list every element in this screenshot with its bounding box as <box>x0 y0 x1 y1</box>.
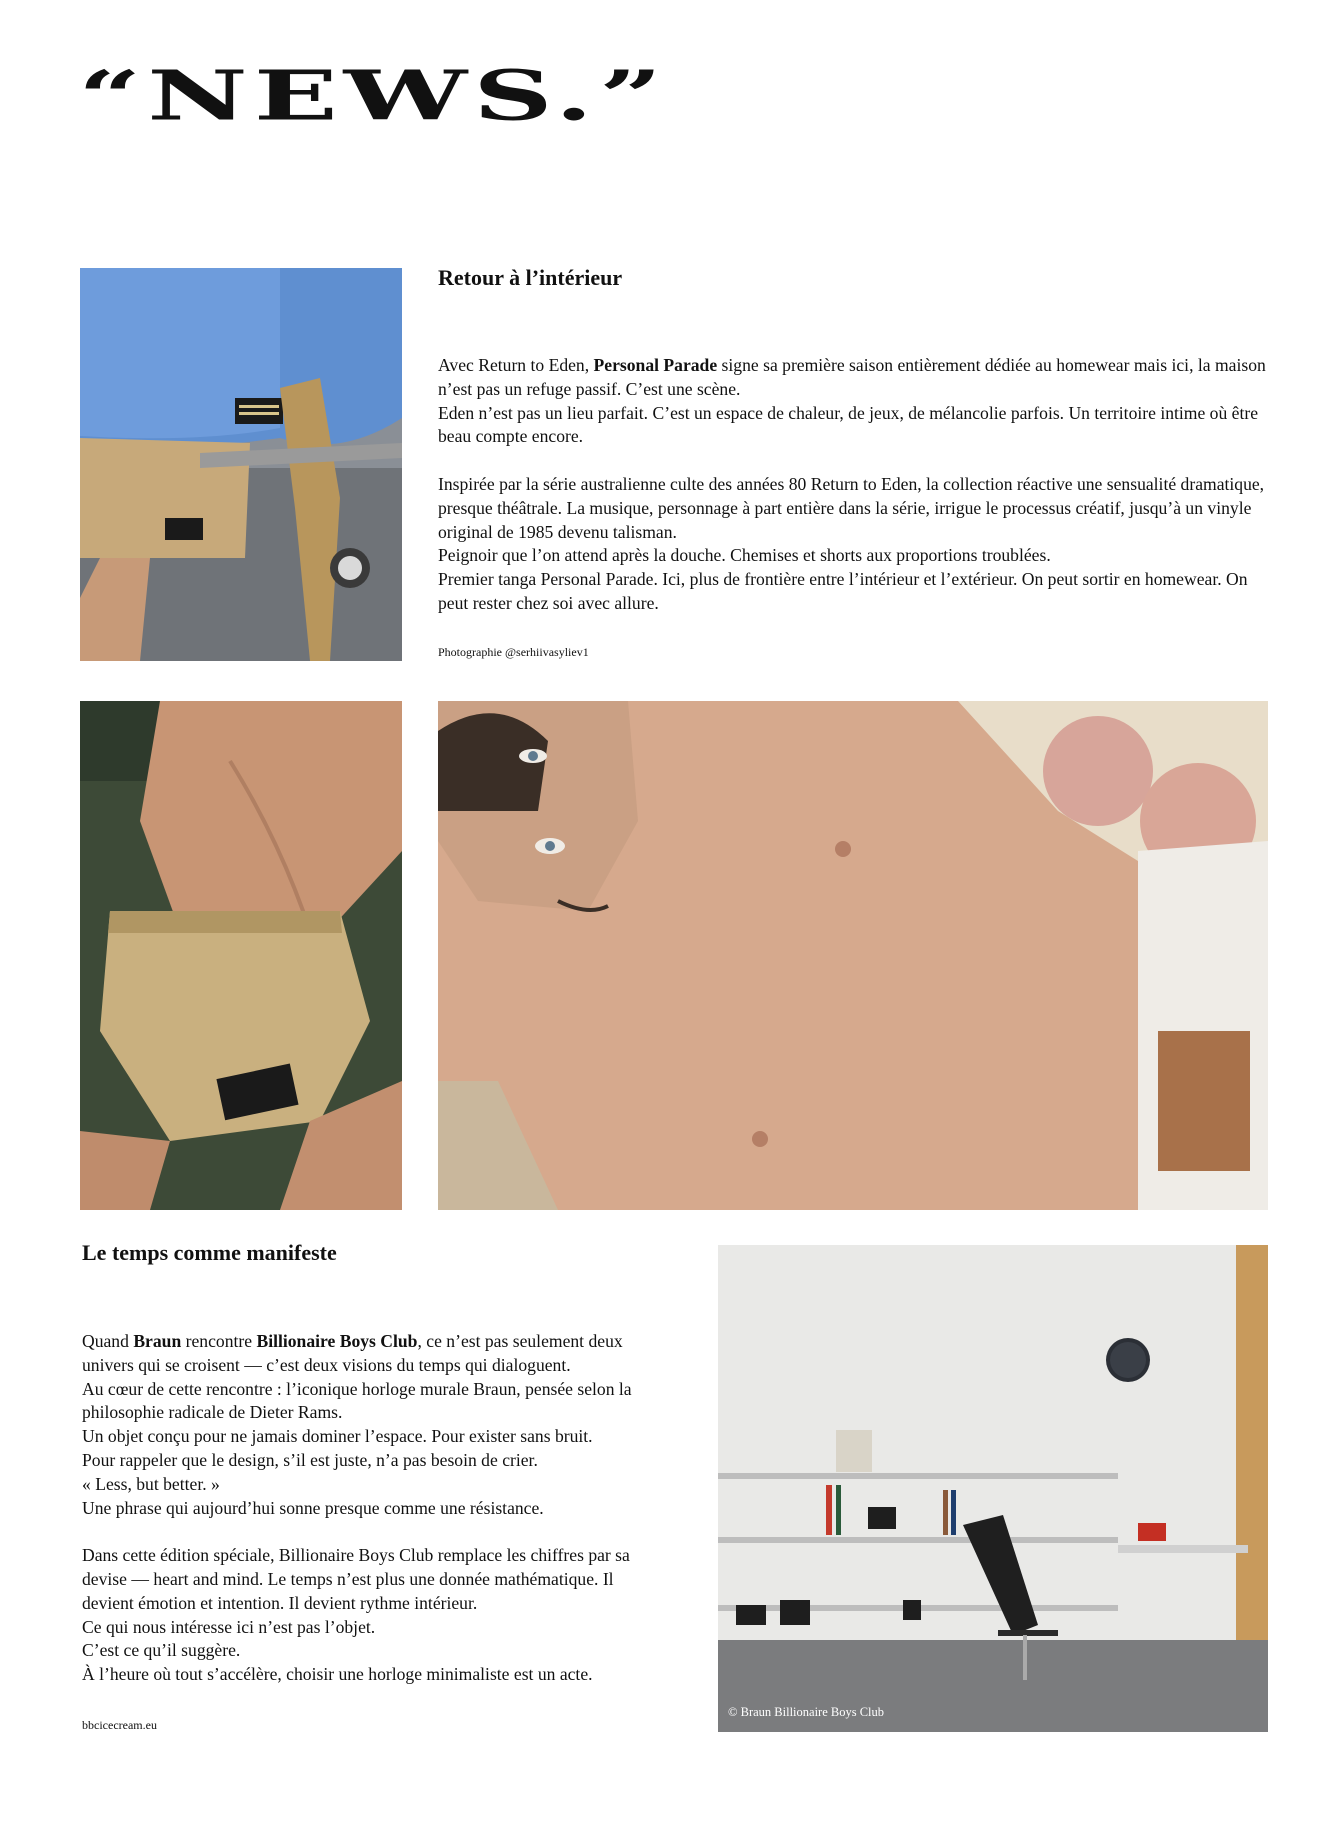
photo-bicycle <box>80 268 402 661</box>
masthead-title: “NEWS.” <box>78 55 669 136</box>
photo-reclining-man <box>438 701 1268 1210</box>
text-run: rencontre <box>181 1331 257 1351</box>
bold-name: Billionaire Boys Club <box>256 1331 418 1351</box>
article1-body <box>438 354 1270 616</box>
article1-photo-credit: Photographie @serhiivasyliev1 <box>438 645 589 659</box>
article2-body <box>82 1330 660 1687</box>
body-paragraph <box>82 1544 660 1615</box>
text-run: « Less, but better. » <box>82 1473 220 1494</box>
body-paragraph <box>438 354 1270 402</box>
body-paragraph <box>82 1378 660 1426</box>
text-run: Avec Return to Eden, <box>438 355 594 375</box>
text-run: Peignoir que l’on attend après la douche. Chemises et shorts aux proportions troublées. <box>438 545 1051 566</box>
text-run: Dans cette édition spéciale, Billionaire Boys Club remplace les chiffres par sa devise — heart and mind. Le temps n’est plus une donnée mathématique. Il devient émotion et intention. Il devient rythme intérieur. <box>82 1545 630 1613</box>
text-run: C’est ce qu’il suggère. <box>82 1640 241 1661</box>
article1-title: Retour à l’intérieur <box>438 265 623 290</box>
body-paragraph <box>438 449 1270 473</box>
body-paragraph <box>82 1663 660 1687</box>
text-run: Eden n’est pas un lieu parfait. C’est un espace de chaleur, de jeux, de mélancolie parfois. Un territoire intime où être beau compte encore. <box>438 402 1259 447</box>
photo-gold-shorts <box>80 701 402 1210</box>
body-paragraph <box>82 1520 660 1544</box>
body-paragraph <box>438 473 1270 544</box>
body-paragraph <box>82 1449 660 1473</box>
text-run: Pour rappeler que le design, s’il est juste, n’a pas besoin de crier. <box>82 1449 538 1470</box>
text-run: À l’heure où tout s’accélère, choisir une horloge minimaliste est un acte. <box>82 1664 593 1685</box>
photo-braun-interior <box>718 1245 1268 1732</box>
body-paragraph <box>438 402 1270 450</box>
body-paragraph <box>82 1497 660 1521</box>
photo-caption: © Braun Billionaire Boys Club <box>728 1705 885 1719</box>
text-run: Premier tanga Personal Parade. Ici, plus de frontière entre l’intérieur et l’extérieur. On peut sortir en homewear. On peut rester chez soi avec allure. <box>438 569 1248 613</box>
text-run: , ce n’est pas seulement deux univers qui se croisent — c’est deux visions du temps qui dialoguent. <box>82 1331 623 1375</box>
article2-source: bbcicecream.eu <box>82 1718 157 1732</box>
body-paragraph <box>82 1425 660 1449</box>
text-run: Inspirée par la série australienne culte des années 80 Return to Eden, la collection réactive une sensualité dramatique, presque théâtrale. La musique, personnage à part entière dans la série, irrigue le processus créatif, jusqu’à un vinyle original de 1985 devenu talisman. <box>438 473 1265 542</box>
text-run: signe sa première saison entièrement dédiée au homewear mais ici, la maison n’est pas un refuge passif. C’est une scène. <box>438 355 1266 399</box>
text-run: Un objet conçu pour ne jamais dominer l’espace. Pour exister sans bruit. <box>82 1426 593 1447</box>
bold-name: Personal Parade <box>593 355 718 375</box>
text-run: Ce qui nous intéresse ici n’est pas l’objet. <box>82 1616 376 1637</box>
body-paragraph <box>82 1330 660 1378</box>
text-run: Au cœur de cette rencontre : l’iconique horloge murale Braun, pensée selon la philosophie radicale de Dieter Rams. <box>82 1378 632 1423</box>
bold-name: Braun <box>133 1331 182 1351</box>
text-run: Quand <box>82 1331 134 1351</box>
body-paragraph <box>438 544 1270 568</box>
text-run: Une phrase qui aujourd’hui sonne presque comme une résistance. <box>82 1497 544 1518</box>
body-paragraph <box>438 568 1270 616</box>
body-paragraph <box>82 1473 660 1497</box>
body-paragraph <box>82 1639 660 1663</box>
article2-title: Le temps comme manifeste <box>82 1240 337 1265</box>
body-paragraph <box>82 1616 660 1640</box>
